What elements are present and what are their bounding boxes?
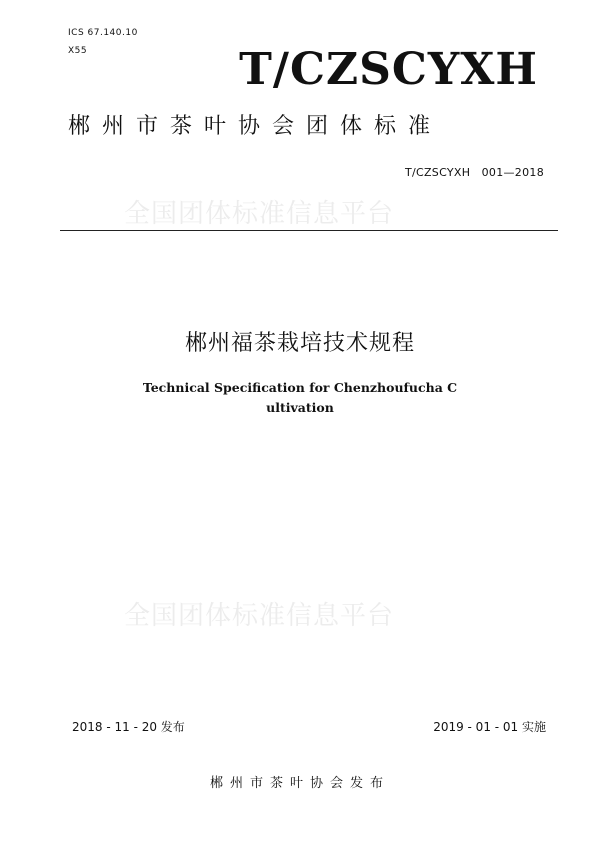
standard-number: T/CZSCYXH 001—2018 (404, 166, 544, 179)
organization-standard-title: 郴州市茶叶协会团体标准 (68, 114, 443, 139)
chinese-title: 郴州福茶栽培技术规程 (184, 331, 415, 356)
implement-date: 2019 - 01 - 01 实施 (433, 720, 546, 734)
watermark-bottom: 全国团体标准信息平台 (124, 601, 395, 631)
ccs-code: X55 (68, 46, 88, 56)
standard-code-heading: T/CZSCYXH (239, 44, 538, 95)
publish-date: 2018 - 11 - 20 发布 (72, 720, 185, 734)
header-divider (60, 230, 558, 231)
english-title: Technical Specification for Chenzhoufucha Cultivation (142, 380, 458, 415)
issuer: 郴州市茶叶协会发布 (209, 776, 390, 791)
ics-code: ICS 67.140.10 (68, 28, 138, 38)
watermark-top: 全国团体标准信息平台 (124, 199, 395, 229)
